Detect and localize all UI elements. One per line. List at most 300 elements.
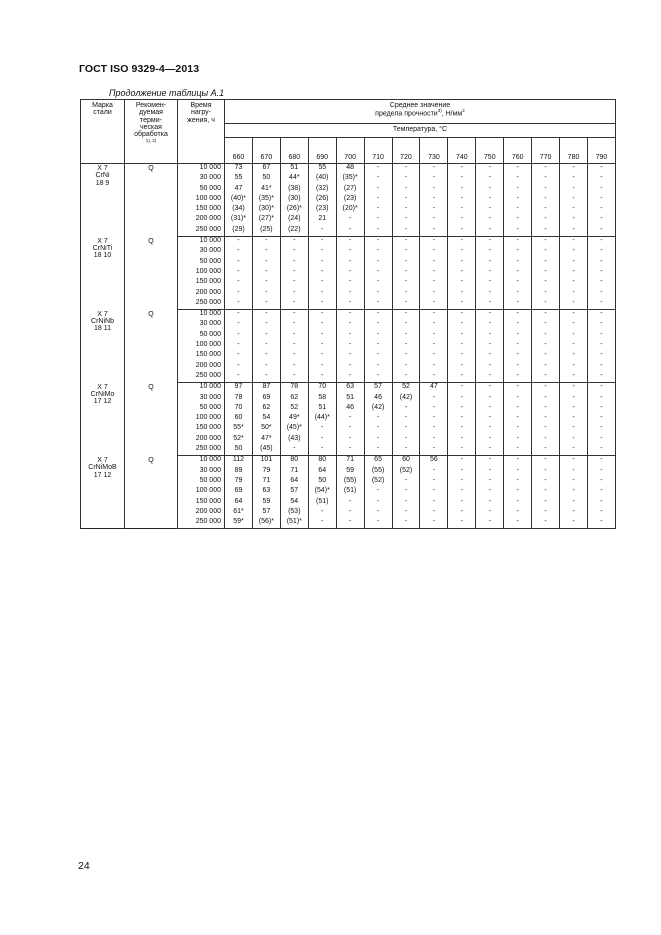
strength-value-cell: - (280, 445, 308, 456)
strength-value-cell: - (420, 289, 448, 299)
strength-value-cell: - (476, 351, 504, 361)
strength-value-cell: (51) (336, 487, 364, 497)
strength-value-cell: - (392, 508, 420, 518)
strength-value-cell: - (560, 299, 588, 310)
strength-value-cell: - (336, 268, 364, 278)
strength-value-cell: - (336, 331, 364, 341)
strength-value-cell: - (280, 278, 308, 288)
strength-value-cell: - (392, 404, 420, 414)
load-time-cell: 100 000 (178, 268, 225, 278)
strength-value-cell: - (252, 247, 280, 257)
strength-value-cell: (30) (280, 195, 308, 205)
strength-value-cell: - (504, 362, 532, 372)
strength-value-cell: - (448, 435, 476, 445)
strength-value-cell: 52 (392, 383, 420, 394)
strength-value-cell: - (532, 467, 560, 477)
steel-grade-cell: X 7 CrNi 18 9 (81, 164, 125, 237)
strength-value-cell: - (364, 351, 392, 361)
strength-value-cell: - (560, 414, 588, 424)
strength-value-cell: (44)* (308, 414, 336, 424)
strength-value-cell: - (308, 258, 336, 268)
strength-value-cell: 71 (336, 456, 364, 467)
strength-value-cell: 51 (336, 394, 364, 404)
strength-value-cell: - (392, 518, 420, 529)
strength-value-cell: - (504, 247, 532, 257)
strength-value-cell: - (308, 362, 336, 372)
col-header-grade: Марка стали (81, 100, 125, 164)
strength-value-cell: 46 (364, 394, 392, 404)
strength-value-cell: - (476, 362, 504, 372)
strength-value-cell: 52 (280, 404, 308, 414)
strength-value-cell: - (392, 487, 420, 497)
strength-value-cell: - (587, 414, 615, 424)
strength-value-cell: - (308, 320, 336, 330)
strength-value-cell: - (364, 331, 392, 341)
strength-value-cell: - (336, 435, 364, 445)
temperature-header: 740 (448, 138, 476, 164)
strength-value-cell: (55) (336, 477, 364, 487)
strength-value-cell: - (420, 299, 448, 310)
strength-value-cell: - (560, 435, 588, 445)
strength-value-cell: - (560, 174, 588, 184)
strength-value-cell: - (225, 372, 253, 383)
strength-value-cell: 47 (420, 383, 448, 394)
load-time-cell: 10 000 (178, 383, 225, 394)
strength-value-cell: - (225, 278, 253, 288)
strength-value-cell: - (420, 445, 448, 456)
strength-value-cell: - (504, 498, 532, 508)
steel-grade-cell: X 7 CrNiMo 17 12 (81, 383, 125, 456)
strength-value-cell: - (448, 247, 476, 257)
strength-value-cell: (55) (364, 467, 392, 477)
strength-value-cell: - (532, 226, 560, 237)
strength-value-cell: - (476, 164, 504, 175)
strength-value-cell: (34) (225, 205, 253, 215)
strength-value-cell: - (280, 258, 308, 268)
strength-value-cell: (43) (280, 435, 308, 445)
strength-value-cell: - (420, 174, 448, 184)
strength-value-cell: - (280, 299, 308, 310)
strength-value-cell: - (308, 508, 336, 518)
strength-value-cell: - (448, 362, 476, 372)
strength-value-cell: - (308, 341, 336, 351)
load-time-cell: 200 000 (178, 362, 225, 372)
strength-value-cell: - (420, 185, 448, 195)
table-row (81, 237, 616, 248)
strength-value-cell: - (336, 362, 364, 372)
strength-value-cell: - (532, 164, 560, 175)
strength-value-cell: - (504, 278, 532, 288)
strength-value-cell: - (560, 351, 588, 361)
strength-value-cell: - (476, 477, 504, 487)
strength-value-cell: - (225, 299, 253, 310)
strength-value-cell: (23) (308, 205, 336, 215)
strength-value-cell: - (308, 518, 336, 529)
treatment-cell: Q (125, 164, 178, 237)
strength-value-cell: - (476, 372, 504, 383)
strength-value-cell: - (364, 195, 392, 205)
strength-value-cell: - (587, 508, 615, 518)
strength-value-cell: - (587, 424, 615, 434)
strength-value-cell: 48 (336, 164, 364, 175)
strength-value-cell: - (364, 205, 392, 215)
strength-value-cell: - (587, 362, 615, 372)
strength-value-cell: - (476, 404, 504, 414)
strength-value-cell: - (560, 467, 588, 477)
strength-value-cell: - (504, 195, 532, 205)
strength-value-cell: - (420, 237, 448, 248)
strength-value-cell: - (392, 289, 420, 299)
strength-value-cell: - (392, 174, 420, 184)
strength-value-cell: - (560, 278, 588, 288)
load-time-cell: 250 000 (178, 518, 225, 529)
strength-value-cell: (38) (280, 185, 308, 195)
strength-value-cell: - (336, 320, 364, 330)
strength-value-cell: - (364, 299, 392, 310)
strength-value-cell: - (225, 289, 253, 299)
strength-value-cell: - (392, 414, 420, 424)
strength-value-cell: - (420, 247, 448, 257)
strength-value-cell: 54 (252, 414, 280, 424)
strength-value-cell: 59* (225, 518, 253, 529)
strength-value-cell: - (308, 445, 336, 456)
strength-value-cell: - (364, 498, 392, 508)
strength-value-cell: - (504, 404, 532, 414)
strength-value-cell: (52) (364, 477, 392, 487)
strength-value-cell: - (420, 498, 448, 508)
strength-value-cell: - (532, 299, 560, 310)
temperature-header: 780 (560, 138, 588, 164)
strength-value-cell: - (280, 362, 308, 372)
strength-value-cell: - (280, 310, 308, 321)
strength-value-cell: 51 (280, 164, 308, 175)
strength-value-cell: - (476, 394, 504, 404)
strength-value-cell: - (532, 258, 560, 268)
strength-value-cell: - (560, 456, 588, 467)
table-row (81, 383, 616, 394)
load-time-cell: 30 000 (178, 247, 225, 257)
strength-value-cell: - (364, 258, 392, 268)
strength-value-cell: - (252, 372, 280, 383)
strength-value-cell: (45)* (280, 424, 308, 434)
load-time-cell: 50 000 (178, 477, 225, 487)
strength-value-cell: - (392, 424, 420, 434)
strength-value-cell: - (448, 299, 476, 310)
strength-value-cell: - (392, 372, 420, 383)
strength-value-cell: - (420, 518, 448, 529)
strength-value-cell: - (448, 278, 476, 288)
strength-value-cell: - (587, 320, 615, 330)
strength-value-cell: - (504, 310, 532, 321)
strength-value-cell: - (308, 331, 336, 341)
strength-value-cell: - (252, 341, 280, 351)
strength-value-cell: - (308, 351, 336, 361)
strength-value-cell: - (364, 341, 392, 351)
strength-value-cell: - (364, 215, 392, 225)
strength-value-cell: - (392, 351, 420, 361)
strength-value-cell: - (448, 467, 476, 477)
col-header-treatment: Рекомен- дуемая терми- ческая обработка 1), 2) (125, 100, 178, 164)
treatment-cell: Q (125, 237, 178, 310)
strength-value-cell: - (476, 508, 504, 518)
strength-value-cell: - (448, 195, 476, 205)
strength-value-cell: - (504, 445, 532, 456)
strength-value-cell: - (560, 445, 588, 456)
strength-value-cell: - (504, 299, 532, 310)
strength-value-cell: - (225, 341, 253, 351)
strength-value-cell: - (532, 320, 560, 330)
strength-value-cell: - (336, 258, 364, 268)
strength-value-cell: - (476, 456, 504, 467)
strength-value-cell: - (476, 247, 504, 257)
strength-value-cell: - (476, 498, 504, 508)
strength-value-cell: - (252, 362, 280, 372)
strength-value-cell: - (476, 414, 504, 424)
load-time-cell: 10 000 (178, 237, 225, 248)
strength-value-cell: - (364, 164, 392, 175)
strength-value-cell: - (504, 414, 532, 424)
table-row (81, 310, 616, 321)
strength-value-cell: - (225, 351, 253, 361)
strength-value-cell: (32) (308, 185, 336, 195)
strength-value-cell: - (560, 394, 588, 404)
strength-value-cell: - (476, 215, 504, 225)
strength-value-cell: 63 (336, 383, 364, 394)
strength-value-cell: 50 (308, 477, 336, 487)
strength-value-cell: 101 (252, 456, 280, 467)
strength-value-cell: - (364, 320, 392, 330)
strength-value-cell: - (448, 508, 476, 518)
strength-value-cell: - (504, 372, 532, 383)
table-row (81, 164, 616, 175)
strength-value-cell: - (504, 258, 532, 268)
strength-value-cell: - (560, 362, 588, 372)
temperature-header: 770 (532, 138, 560, 164)
strength-value-cell: - (560, 205, 588, 215)
strength-value-cell: - (532, 331, 560, 341)
col-header-temperature: Температура, °С (225, 124, 616, 138)
strength-value-cell: (45) (252, 445, 280, 456)
temperature-header: 750 (476, 138, 504, 164)
strength-value-cell: - (532, 195, 560, 205)
strength-value-cell: 21 (308, 215, 336, 225)
strength-value-cell: - (560, 518, 588, 529)
strength-value-cell: - (560, 310, 588, 321)
strength-value-cell: - (448, 226, 476, 237)
strength-value-cell: 46 (336, 404, 364, 414)
strength-value-cell: - (560, 164, 588, 175)
strength-value-cell: (42) (364, 404, 392, 414)
strength-value-cell: - (532, 205, 560, 215)
strength-value-cell: - (476, 205, 504, 215)
strength-value-cell: - (560, 477, 588, 487)
strength-value-cell: - (308, 289, 336, 299)
strength-value-cell: - (252, 289, 280, 299)
strength-value-cell: - (448, 185, 476, 195)
strength-value-cell: (31)* (225, 215, 253, 225)
strength-value-cell: - (476, 331, 504, 341)
strength-value-cell: - (504, 518, 532, 529)
strength-value-cell: - (560, 226, 588, 237)
strength-value-cell: 44* (280, 174, 308, 184)
strength-value-cell: - (532, 435, 560, 445)
strength-value-cell: - (587, 164, 615, 175)
strength-value-cell: - (225, 258, 253, 268)
load-time-cell: 250 000 (178, 372, 225, 383)
load-time-cell: 10 000 (178, 310, 225, 321)
strength-value-cell: - (532, 278, 560, 288)
strength-value-cell: - (532, 372, 560, 383)
strength-value-cell: (40) (308, 174, 336, 184)
strength-value-cell: (25) (252, 226, 280, 237)
strength-value-cell: - (364, 174, 392, 184)
strength-value-cell: - (252, 331, 280, 341)
strength-value-cell: 69 (252, 394, 280, 404)
strength-value-cell: 57 (280, 487, 308, 497)
strength-value-cell: - (420, 258, 448, 268)
strength-value-cell: - (392, 268, 420, 278)
strength-value-cell: - (252, 268, 280, 278)
strength-value-cell: - (392, 477, 420, 487)
load-time-cell: 10 000 (178, 164, 225, 175)
strength-value-cell: - (504, 237, 532, 248)
strength-value-cell: - (308, 424, 336, 434)
strength-value-cell: 47 (225, 185, 253, 195)
strength-value-cell: - (504, 467, 532, 477)
strength-value-cell: 41* (252, 185, 280, 195)
strength-value-cell: - (532, 268, 560, 278)
load-time-cell: 150 000 (178, 424, 225, 434)
strength-value-cell: - (392, 164, 420, 175)
table-row (81, 456, 616, 467)
strength-value-cell: - (280, 289, 308, 299)
strength-value-cell: 87 (252, 383, 280, 394)
strength-value-cell: - (448, 174, 476, 184)
strength-value-cell: - (587, 299, 615, 310)
strength-value-cell: - (448, 424, 476, 434)
strength-value-cell: - (252, 258, 280, 268)
strength-value-cell: - (336, 310, 364, 321)
strength-value-cell: - (560, 289, 588, 299)
strength-value-cell: - (420, 424, 448, 434)
strength-value-cell: (51) (308, 498, 336, 508)
strength-value-cell: - (587, 258, 615, 268)
strength-value-cell: - (336, 518, 364, 529)
strength-value-cell: - (560, 237, 588, 248)
strength-value-cell: 50 (225, 445, 253, 456)
strength-value-cell: - (532, 498, 560, 508)
strength-value-cell: - (504, 477, 532, 487)
strength-value-cell: - (587, 237, 615, 248)
strength-value-cell: - (448, 320, 476, 330)
strength-value-cell: - (532, 414, 560, 424)
strength-value-cell: 59 (252, 498, 280, 508)
strength-value-cell: - (476, 341, 504, 351)
strength-value-cell: - (448, 341, 476, 351)
strength-value-cell: - (532, 215, 560, 225)
load-time-cell: 100 000 (178, 487, 225, 497)
load-time-cell: 30 000 (178, 467, 225, 477)
strength-value-cell: - (364, 185, 392, 195)
strength-value-cell: 70 (308, 383, 336, 394)
strength-value-cell: - (336, 508, 364, 518)
strength-value-cell: - (420, 435, 448, 445)
strength-value-cell: - (308, 226, 336, 237)
strength-value-cell: (35)* (252, 195, 280, 205)
strength-value-cell: 49* (280, 414, 308, 424)
strength-value-cell: - (587, 351, 615, 361)
load-time-cell: 250 000 (178, 445, 225, 456)
strength-value-cell: - (280, 320, 308, 330)
strength-value-cell: 97 (225, 383, 253, 394)
strength-value-cell: - (392, 331, 420, 341)
strength-value-cell: - (392, 320, 420, 330)
strength-value-cell: - (532, 404, 560, 414)
strength-value-cell: - (364, 289, 392, 299)
strength-value-cell: (27)* (252, 215, 280, 225)
strength-value-cell: - (560, 258, 588, 268)
strength-value-cell: - (560, 383, 588, 394)
strength-value-cell: - (308, 247, 336, 257)
strength-value-cell: - (420, 205, 448, 215)
load-time-cell: 150 000 (178, 205, 225, 215)
strength-value-cell: - (587, 487, 615, 497)
strength-value-cell: - (420, 310, 448, 321)
strength-value-cell: - (587, 185, 615, 195)
strength-value-cell: 63 (252, 487, 280, 497)
strength-value-cell: - (392, 237, 420, 248)
strength-value-cell: - (225, 362, 253, 372)
strength-value-cell: - (560, 424, 588, 434)
strength-value-cell: - (476, 258, 504, 268)
strength-value-cell: (30)* (252, 205, 280, 215)
strength-value-cell: - (448, 518, 476, 529)
strength-value-cell: - (532, 456, 560, 467)
strength-value-cell: - (336, 498, 364, 508)
strength-value-cell: - (420, 341, 448, 351)
strength-value-cell: - (448, 268, 476, 278)
strength-value-cell: - (560, 404, 588, 414)
strength-value-cell: - (587, 247, 615, 257)
strength-value-cell: - (420, 372, 448, 383)
strength-value-cell: - (308, 435, 336, 445)
load-time-cell: 10 000 (178, 456, 225, 467)
strength-table (80, 99, 616, 529)
strength-value-cell: 64 (308, 467, 336, 477)
strength-value-cell: (22) (280, 226, 308, 237)
strength-value-cell: - (532, 341, 560, 351)
strength-value-cell: - (448, 164, 476, 175)
strength-value-cell: - (336, 351, 364, 361)
strength-value-cell: - (420, 320, 448, 330)
strength-value-cell: - (448, 258, 476, 268)
strength-value-cell: 73 (225, 164, 253, 175)
load-time-cell: 250 000 (178, 226, 225, 237)
strength-value-cell: - (336, 445, 364, 456)
strength-value-cell: (27) (336, 185, 364, 195)
temperature-header: 690 (308, 138, 336, 164)
strength-value-cell: - (532, 174, 560, 184)
document-header: ГОСТ ISO 9329-4—2013 (79, 63, 200, 75)
strength-value-cell: - (587, 372, 615, 383)
strength-value-cell: - (364, 278, 392, 288)
strength-value-cell: 51 (308, 404, 336, 414)
strength-value-cell: - (392, 215, 420, 225)
strength-value-cell: - (532, 394, 560, 404)
strength-value-cell: - (392, 185, 420, 195)
strength-value-cell: - (476, 174, 504, 184)
strength-value-cell: - (504, 341, 532, 351)
